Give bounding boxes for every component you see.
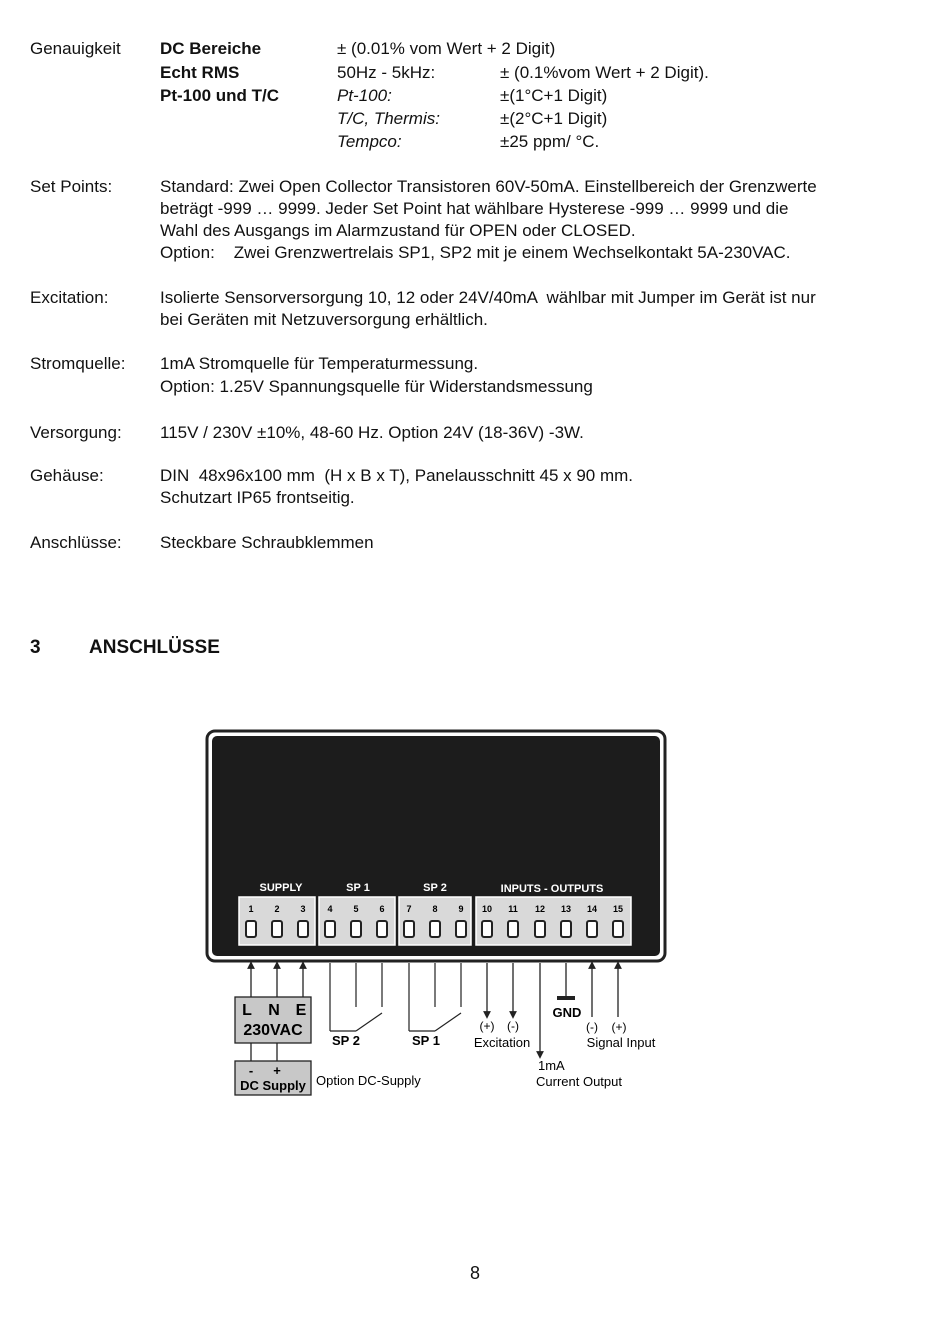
terminal-number: 5	[353, 904, 359, 914]
lne-voltage: 230VAC	[243, 1022, 303, 1039]
terminal-number: 1	[248, 904, 254, 914]
terminal-number: 15	[612, 904, 624, 914]
excitation-plus: (+)	[479, 1019, 495, 1033]
terminal-number: 6	[379, 904, 385, 914]
setpoints-line: Wahl des Ausgangs im Alarmzustand für OPEN oder CLOSED.	[160, 221, 636, 240]
terminal-number: 12	[534, 904, 546, 914]
dc-range-name: DC Bereiche	[160, 39, 262, 58]
wiring-diagram	[195, 725, 675, 1105]
terminal-number: 9	[458, 904, 464, 914]
current-output-line1: 1mA	[538, 1058, 565, 1073]
section-title: ANSCHLÜSSE	[89, 637, 220, 658]
rms-range: 50Hz - 5kHz:	[337, 63, 436, 82]
signal-input-wires	[592, 965, 618, 1017]
excitation-wires	[487, 963, 513, 1015]
terminal-number: 13	[560, 904, 572, 914]
gnd-label: GND	[552, 1005, 582, 1020]
terminal-screws	[246, 921, 623, 937]
terminal-number: 11	[508, 904, 518, 914]
excitation-minus: (-)	[507, 1019, 519, 1033]
lne-e: E	[295, 1002, 307, 1019]
dc-range-value: ± (0.01% vom Wert + 2 Digit)	[337, 39, 556, 58]
relay-sp2-contact	[330, 963, 382, 1031]
group-label-inputs-outputs: INPUTS - OUTPUTS	[500, 883, 604, 895]
terminal-number: 4	[327, 904, 333, 914]
pt-sub-value: ±(1°C+1 Digit)	[500, 86, 608, 105]
excitation-line: bei Geräten mit Netzuversorgung erhältlich.	[160, 310, 488, 329]
signal-input-minus: (-)	[586, 1020, 598, 1034]
terminal-number: 2	[274, 904, 280, 914]
setpoints-line: Standard: Zwei Open Collector Transistoren 60V-50mA. Einstellbereich der Grenzwerte	[160, 177, 817, 196]
excitation-label: Excitation	[473, 1035, 531, 1050]
versorgung-label: Versorgung:	[30, 423, 122, 442]
pt-sub-value: ±(2°C+1 Digit)	[500, 109, 608, 128]
terminal-block-io	[476, 897, 631, 945]
relay-sp2-label: SP 2	[332, 1033, 360, 1048]
terminal-number: 8	[432, 904, 438, 914]
relay-sp1-contact	[409, 963, 461, 1031]
pt-sub-label: T/C, Thermis:	[337, 109, 440, 128]
lne-l: L	[242, 1002, 252, 1019]
terminal-number: 3	[300, 904, 306, 914]
stromquelle-line: 1mA Stromquelle für Temperaturmessung.	[160, 354, 479, 373]
section-number: 3	[30, 637, 41, 658]
relay-sp1-label: SP 1	[412, 1033, 440, 1048]
genauigkeit-label: Genauigkeit	[30, 39, 121, 58]
gehaeuse-line: Schutzart IP65 frontseitig.	[160, 488, 355, 507]
signal-input-plus: (+)	[611, 1020, 627, 1034]
pt-sub-value: ±25 ppm/ °C.	[500, 132, 600, 151]
dc-plus: +	[273, 1063, 281, 1078]
signal-input-label: Signal Input	[586, 1035, 656, 1050]
terminal-number: 10	[481, 904, 493, 914]
setpoints-line: Option: Zwei Grenzwertrelais SP1, SP2 mit je einem Wechselkontakt 5A-230VAC.	[160, 243, 791, 262]
pt-sub-label: Tempco:	[337, 132, 402, 151]
excitation-line: Isolierte Sensorversorgung 10, 12 oder 24V/40mA wählbar mit Jumper im Gerät ist nur	[160, 288, 816, 307]
gehaeuse-line: DIN 48x96x100 mm (H x B x T), Panelausschnitt 45 x 90 mm.	[160, 466, 634, 485]
pt-name: Pt-100 und T/C	[160, 86, 280, 105]
stromquelle-label: Stromquelle:	[30, 354, 126, 373]
option-dc-supply-label: Option DC-Supply	[316, 1073, 421, 1088]
lne-n: N	[268, 1002, 280, 1019]
page-number: 8	[469, 1263, 480, 1283]
current-output-line2: Current Output	[536, 1074, 622, 1089]
group-label-sp1: SP 1	[346, 882, 370, 894]
pt-sub-label: Pt-100:	[337, 86, 392, 105]
group-label-supply: SUPPLY	[259, 882, 303, 894]
gehaeuse-label: Gehäuse:	[30, 466, 104, 485]
versorgung-line: 115V / 230V ±10%, 48-60 Hz. Option 24V (18-36V) -3W.	[160, 423, 584, 442]
group-label-sp2: SP 2	[423, 882, 447, 894]
setpoints-line: beträgt -999 … 9999. Jeder Set Point hat wählbare Hysterese -999 … 9999 und die	[160, 199, 789, 218]
dc-supply-label: DC Supply	[240, 1078, 306, 1093]
excitation-label: Excitation:	[30, 288, 109, 307]
rms-name: Echt RMS	[160, 63, 240, 82]
terminal-number: 14	[586, 904, 598, 914]
rms-value: ± (0.1%vom Wert + 2 Digit).	[500, 63, 709, 82]
setpoints-label: Set Points:	[30, 177, 113, 196]
dc-minus: -	[248, 1063, 254, 1078]
anschluesse-label: Anschlüsse:	[30, 533, 122, 552]
stromquelle-line: Option: 1.25V Spannungsquelle für Widerstandsmessung	[160, 377, 593, 396]
anschluesse-line: Steckbare Schraubklemmen	[160, 533, 374, 552]
terminal-number: 7	[406, 904, 412, 914]
